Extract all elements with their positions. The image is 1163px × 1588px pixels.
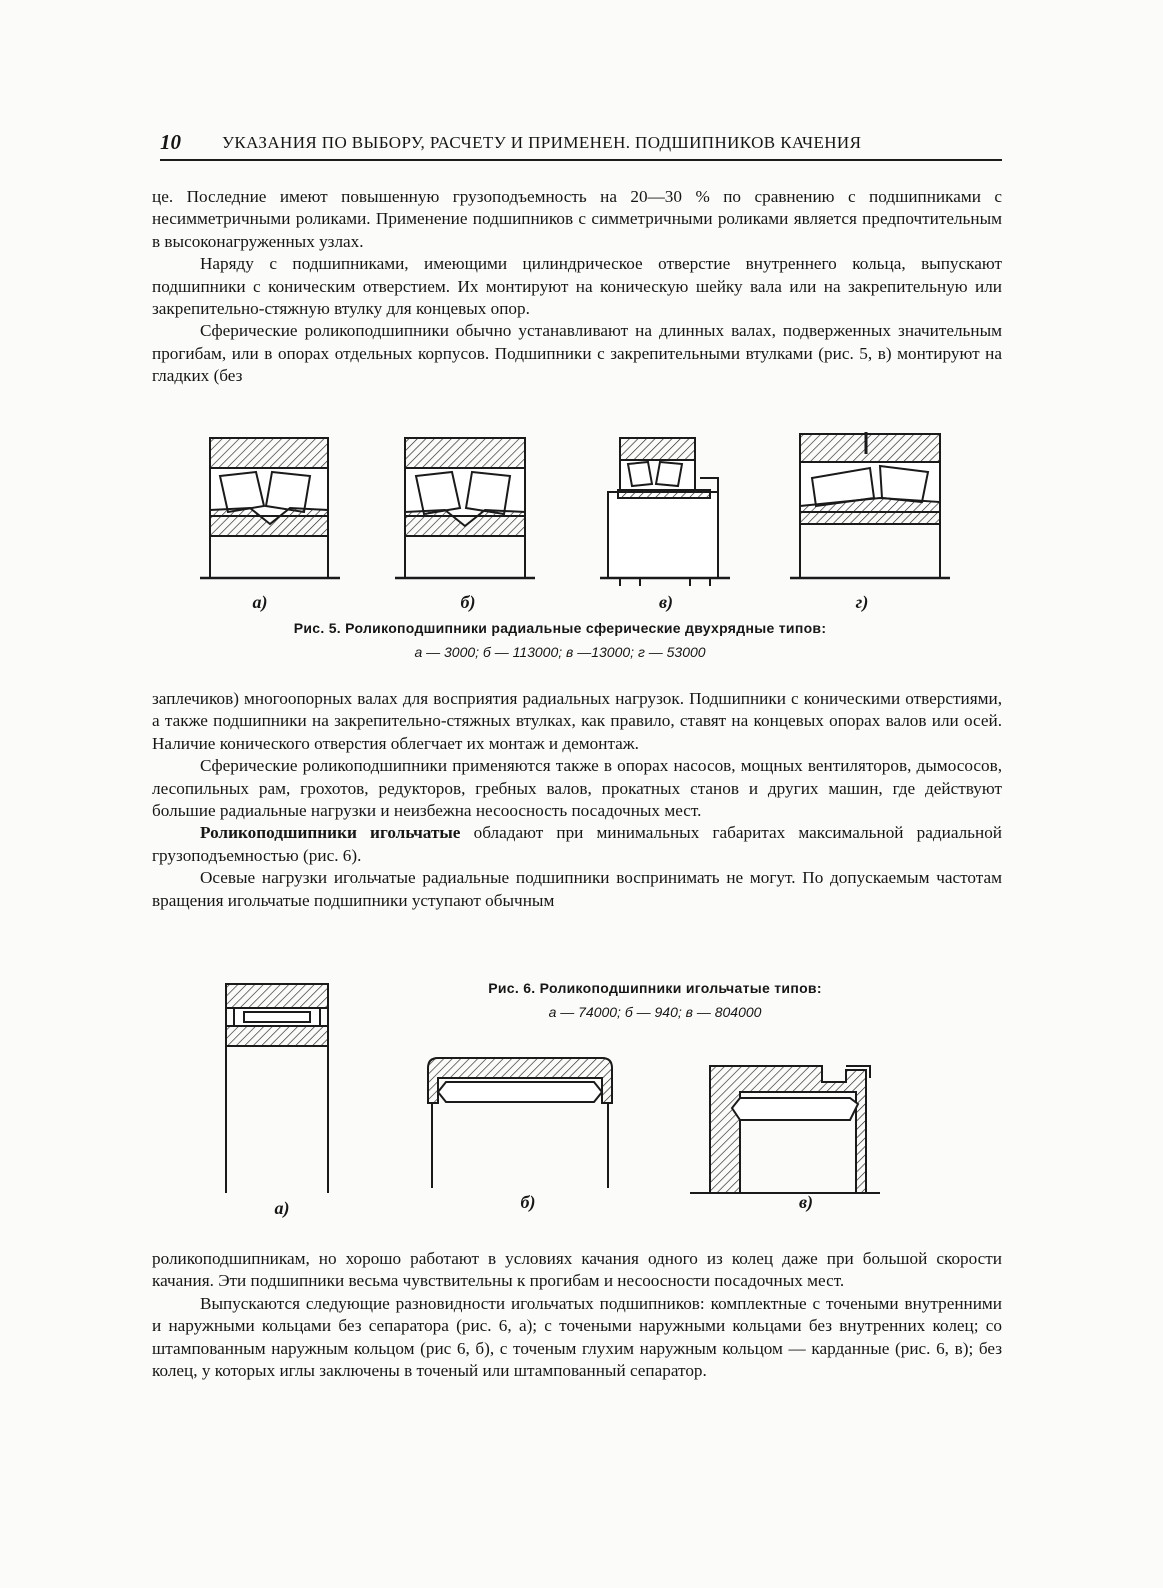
paragraph: Наряду с подшипниками, имеющими цилиндрическое отверстие внутреннего кольца, выпускают подшипники с коническим отверстием. Их монтируют на коническую шейку вала или на закрепительную или закрепительно-стяжную втулку для концевых опор. [152, 254, 1002, 319]
paragraph: Осевые нагрузки игольчатые радиальные подшипники воспринимать не могут. По допускаемым частотам вращения игольчатые подшипники уступают обычным [152, 868, 1002, 910]
figure6-label-b: б) [520, 1192, 536, 1212]
middle-text [152, 688, 1002, 912]
paragraph: заплечиков) многоопорных валах для восприятия радиальных нагрузок. Подшипники с коническими отверстиями, а также подшипники на закрепительно-стяжных втулках, как правило, ставят на концевых опорах валов или осей. Наличие конического отверстия облегчает их монтаж и демонтаж. [152, 689, 1002, 753]
figure6-label-c: в) [798, 1192, 814, 1212]
figure6-bearing-b [428, 1058, 612, 1188]
header-rule [160, 159, 1002, 161]
figure5-caption-block [200, 620, 920, 660]
figure6-caption: Рис. 6. Роликоподшипники игольчатые типов: [488, 980, 822, 996]
figure5-label-a: а) [252, 592, 268, 612]
figure5-bearing-d [790, 432, 950, 578]
figure5-caption: Рис. 5. Роликоподшипники радиальные сферические двухрядные типов: [293, 620, 827, 636]
paragraph: роликоподшипникам, но хорошо работают в условиях качания одного из колец даже при большой скорости качания. Эти подшипники весьма чувствительны к прогибам и несоосности посадочных мест. [152, 1249, 1002, 1291]
figure6-bearing-a [226, 984, 328, 1193]
bold-term: Роликоподшипники игольчатые [200, 823, 461, 843]
figure5-drawings [190, 428, 980, 590]
paragraph [152, 822, 1002, 867]
figure6-drawings [210, 978, 890, 1200]
paragraph-rest: обладают при минимальных габаритах максимальной радиальной грузоподъемностью (рис. 6). [152, 823, 1003, 865]
page-number: 10 [160, 130, 181, 154]
figure5-label-d: г) [855, 592, 869, 612]
figure5-bearing-c [600, 438, 730, 586]
figure5-subcaption: а — 3000; б — 113000; в —13000; г — 53000 [414, 644, 706, 660]
figure6-label-a: а) [274, 1198, 290, 1218]
figure5-label-c: в) [658, 592, 674, 612]
figure5-bearing-a [200, 438, 340, 578]
bottom-text [152, 1248, 1002, 1382]
figure6-subcaption: а — 74000; б — 940; в — 804000 [548, 1004, 762, 1020]
running-title: УКАЗАНИЯ ПО ВЫБОРУ, РАСЧЕТУ И ПРИМЕНЕН. ПОДШИПНИКОВ КАЧЕНИЯ [222, 133, 862, 152]
top-text [152, 186, 1002, 388]
running-header [160, 124, 1002, 160]
paragraph: Выпускаются следующие разновидности игольчатых подшипников: комплектные с точеными внутренними и наружными кольцами без сепаратора (рис. 6, а); с точеными наружными кольцами без внутренних колец; со штампованным наружным кольцом (рис 6, б), с точеным глухим наружным кольцом — карданные (рис. 6, в); без колец, у которых иглы заключены в точеный или штампованный сепаратор. [152, 1293, 1002, 1381]
paragraph: Сферические роликоподшипники обычно устанавливают на длинных валах, подверженных значительным прогибам, или в опорах отдельных корпусов. Подшипники с закрепительными втулками (рис. 5, в) монтируют на гладких (без [152, 321, 1002, 386]
figure5-bearing-b [395, 438, 535, 578]
figure6-bearing-c [690, 1066, 880, 1193]
figure5-label-b: б) [460, 592, 476, 612]
paragraph: Сферические роликоподшипники применяются также в опорах насосов, мощных вентиляторов, дымососов, лесопильных рам, грохотов, редукторов, гребных валов, прокатных станов и других машин, где действуют большие радиальные нагрузки и неизбежна несоосность посадочных мест. [152, 756, 1002, 821]
paragraph: це. Последние имеют повышенную грузоподъемность на 20—30 % по сравнению с подшипниками с несимметричными роликами. Применение подшипников с симметричными роликами является предпочтительным в высоконагруженных узлах. [152, 187, 1002, 251]
